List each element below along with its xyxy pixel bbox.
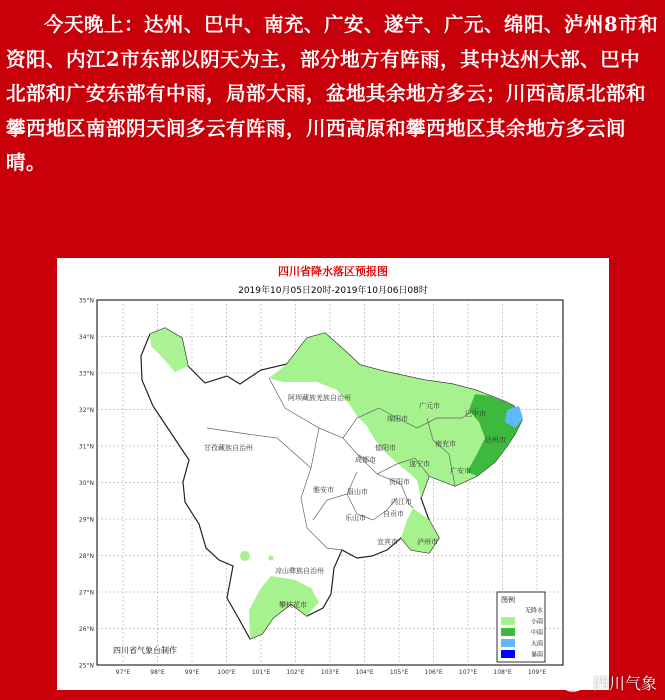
map-subtitle: 2019年10月05日20时-2019年10月06日08时 bbox=[238, 286, 428, 296]
latitude-labels bbox=[79, 298, 94, 670]
map-credit: 四川省气象台制作 bbox=[113, 646, 177, 655]
lon-label: 108°E bbox=[493, 669, 512, 676]
light-rain-patch bbox=[269, 556, 274, 561]
legend-label: 大雨 bbox=[530, 640, 543, 648]
lon-label: 105°E bbox=[389, 669, 409, 676]
lat-label: 31°N bbox=[78, 443, 94, 451]
legend bbox=[497, 592, 545, 662]
label-ganzi: 甘孜藏族自治州 bbox=[204, 444, 253, 452]
label-nanchong: 南充市 bbox=[435, 440, 456, 448]
label-meishan: 眉山市 bbox=[347, 488, 368, 496]
label-ziyang: 资阳市 bbox=[389, 478, 410, 486]
lat-label: 33°N bbox=[78, 370, 94, 378]
lat-label: 32°N bbox=[78, 407, 94, 414]
legend-swatch bbox=[501, 606, 515, 614]
lon-label: 100°E bbox=[217, 669, 236, 676]
label-liangshan: 凉山彝族自治州 bbox=[275, 567, 324, 575]
label-chengdu: 成都市 bbox=[355, 456, 376, 464]
lon-label: 98°E bbox=[150, 669, 165, 676]
light-rain-patch bbox=[240, 551, 250, 561]
lat-label: 35°N bbox=[78, 297, 94, 305]
label-leshan: 乐山市 bbox=[345, 514, 366, 522]
map-title: 四川省降水落区预报图 bbox=[278, 265, 388, 278]
label-luzhou: 泸州市 bbox=[417, 538, 438, 546]
lon-label: 107°E bbox=[458, 669, 478, 676]
lon-label: 103°E bbox=[320, 669, 340, 676]
longitude-labels bbox=[116, 669, 547, 676]
legend-label: 小雨 bbox=[530, 618, 543, 626]
label-zigong: 自贡市 bbox=[383, 510, 404, 518]
map-canvas bbox=[57, 258, 609, 690]
lon-label: 97°E bbox=[115, 669, 131, 676]
legend-swatch bbox=[501, 628, 515, 636]
watermark-text: 四川气象 bbox=[592, 674, 657, 693]
legend-label: 无降水 bbox=[524, 607, 543, 615]
label-guangyuan: 广元市 bbox=[419, 402, 440, 410]
lon-label: 99°E bbox=[184, 669, 200, 676]
label-yaan: 雅安市 bbox=[313, 486, 334, 494]
label-mianyang: 绵阳市 bbox=[387, 415, 408, 423]
label-yibin: 宜宾市 bbox=[377, 538, 398, 546]
label-aba: 阿坝藏族羌族自治州 bbox=[288, 394, 351, 402]
legend-label: 暴雨 bbox=[530, 651, 543, 659]
lon-label: 104°E bbox=[355, 669, 374, 676]
watermark bbox=[561, 671, 657, 694]
lat-label: 25°N bbox=[78, 662, 94, 670]
legend-swatch bbox=[501, 617, 515, 625]
label-neijiang: 内江市 bbox=[391, 498, 412, 506]
lon-label: 101°E bbox=[251, 669, 271, 676]
precipitation-map bbox=[57, 258, 609, 690]
label-guangan: 广安市 bbox=[450, 467, 471, 475]
legend-title: 图例 bbox=[501, 596, 515, 604]
label-panzhihua: 攀枝花市 bbox=[279, 601, 307, 609]
label-suining: 遂宁市 bbox=[409, 460, 430, 468]
legend-swatch bbox=[501, 639, 515, 647]
lat-label: 34°N bbox=[78, 334, 94, 341]
legend-label: 中雨 bbox=[530, 629, 543, 637]
label-dazhou: 达州市 bbox=[485, 436, 506, 444]
label-bazhong: 巴中市 bbox=[465, 410, 486, 418]
lat-label: 28°N bbox=[78, 553, 94, 560]
weibo-icon bbox=[561, 674, 589, 692]
forecast-text: 今天晚上：达州、巴中、南充、广安、遂宁、广元、绵阳、泸州8市和资阳、内江2市东部以阴天为主，部分地方有阵雨，其中达州大部、巴中北部和广安东部有中雨，局部大雨，盆地其余地方多云；川西高原北部和攀西地区南部阴天间多云有阵雨，川西高原和攀西地区其余地方多云间晴。 bbox=[6, 13, 659, 174]
lat-label: 30°N bbox=[78, 480, 94, 487]
lat-label: 26°N bbox=[78, 626, 94, 633]
label-deyang: 德阳市 bbox=[375, 444, 396, 452]
lon-label: 102°E bbox=[286, 669, 305, 676]
lat-label: 29°N bbox=[78, 516, 94, 524]
legend-swatch bbox=[501, 650, 515, 658]
lat-label: 27°N bbox=[78, 589, 94, 597]
lon-label: 109°E bbox=[527, 669, 547, 676]
lon-label: 106°E bbox=[424, 669, 443, 676]
